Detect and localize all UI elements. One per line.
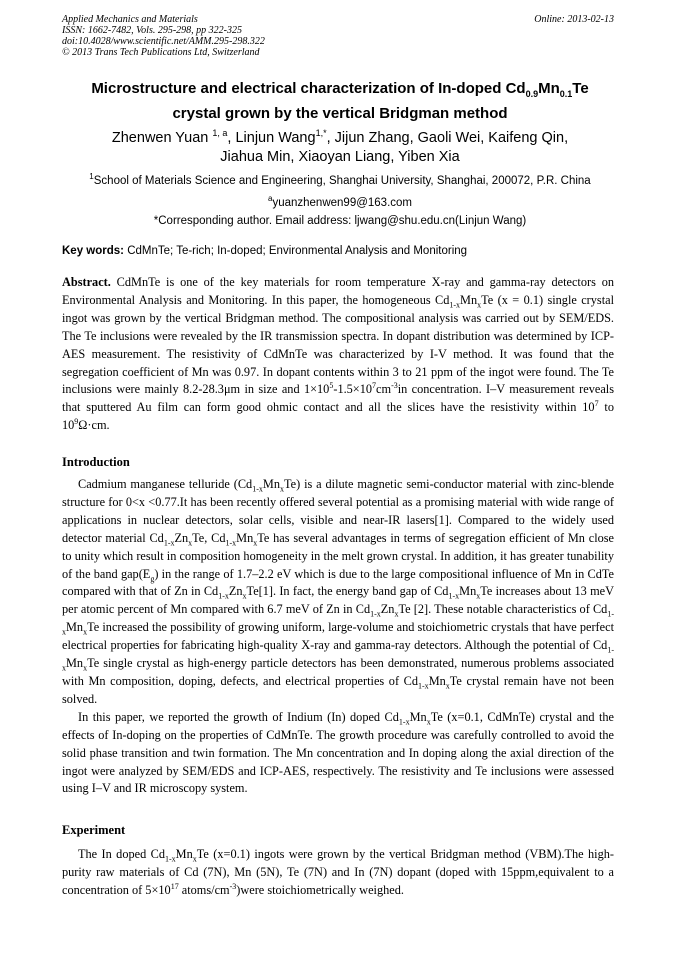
body-text: Mn <box>459 584 477 599</box>
introduction-section <box>62 476 614 798</box>
body-text: Te (x=0.1) ingots were grown by the vertical Bridgman method (VBM).The high-purity raw materials of Cd (7N), Mn (5N), Te (7N) and In (7N) dopant (doped with 15ppm,equivalent to a concentration of 5×10 <box>62 847 614 897</box>
subscript: x <box>426 717 431 727</box>
body-text: Te[1]. In fact, the energy band gap of Cd <box>246 584 449 599</box>
body-text: Mn <box>236 530 254 545</box>
body-text: Te increased the possibility of growing uniform, large-volume and stoichiometric crystals that have perfect electrical properties for fabricating high-quality X-ray and gamma-ray detectors. Although the potential of Cd <box>62 620 614 653</box>
body-text: Te crystal remain have not been solved. <box>62 673 614 706</box>
subscript: 1-x <box>163 538 175 548</box>
body-text: Zn <box>380 602 395 617</box>
subscript: x <box>279 484 284 494</box>
abstract-text: Te (x = 0.1) single crystal ingot was grown by the vertical Bridgman method. The compositional analysis was carried out by SEM/EDS. The Te inclusions were revealed by the IR transmission spectra. In dopant distribution was determined by ICP-AES measurement. The resistivity of CdMnTe was characterized by I-V method. It was found that the segregation coefficient of Mn was 0.97. In dopant contents within 3 to 21 ppm of the ingot were found. The Te inclusions were mainly 8.2-28.3μm in size and 1×10 <box>62 292 614 397</box>
superscript: 17 <box>170 881 179 891</box>
subscript: x <box>242 591 247 601</box>
subscript: 1-x <box>62 645 614 673</box>
affiliation-school <box>62 168 618 190</box>
body-text: Mn <box>262 477 280 491</box>
author-affiliation-mark: 1,* <box>315 128 327 138</box>
affiliation-mark: 1 <box>89 172 94 181</box>
abstract-label: Abstract. <box>62 275 111 289</box>
email-mark: a <box>268 193 273 203</box>
abstract-text: -1.5×10 <box>333 382 373 397</box>
copyright-line: © 2013 Trans Tech Publications Ltd, Switzerland <box>62 47 260 58</box>
body-text: Mn <box>66 656 84 671</box>
subscript: x <box>192 854 197 864</box>
subscript: x <box>188 538 193 548</box>
affiliation-email <box>62 190 618 212</box>
keywords-label: Key words: <box>62 245 124 257</box>
abstract-text: Ω·cm. <box>78 418 110 433</box>
body-text: Te has several advantages in terms of segregation efficient of Mn close to unity which result in composition homogeneity in the melt grown crystal. In addition, it has greater tunability of the band gap(E <box>62 530 615 581</box>
body-text: Mn <box>66 620 84 635</box>
title-text: Mn <box>538 80 560 97</box>
superscript: -3 <box>229 881 237 891</box>
subscript: 1-x <box>62 609 615 637</box>
subscript: 1-x <box>448 591 460 601</box>
author-name: Zhenwen Yuan <box>111 129 213 146</box>
section-heading-introduction: Introduction <box>62 455 130 469</box>
subscript: x <box>83 663 88 673</box>
body-text: Te, Cd <box>192 530 226 545</box>
superscript: 7 <box>594 399 599 409</box>
body-text: Te [2]. These notable characteristics of Cd <box>398 602 608 617</box>
author-list <box>62 124 618 167</box>
journal-name: Applied Mechanics and Materials <box>62 14 198 25</box>
body-text: Cadmium manganese telluride (Cd <box>78 477 253 491</box>
body-text: The In doped Cd <box>78 847 165 861</box>
abstract-text: cm <box>376 382 392 397</box>
keywords <box>62 243 618 259</box>
subscript: 1-x <box>218 591 229 601</box>
body-text: Te increases about 13 meV per atomic percent of Mn compared with 6.7 meV of Zn in Cd <box>62 584 614 617</box>
subscript: 1-x <box>165 854 176 864</box>
superscript: -3 <box>391 381 398 391</box>
body-text: Zn <box>174 530 189 545</box>
title-text: Microstructure and electrical characterization of In-doped Cd <box>91 80 526 97</box>
author-name: , Linjun Wang <box>227 129 316 146</box>
body-text: Te) is a dilute magnetic semi-conductor material with zinc-blende structure for 0<x <0.77.It has been recently offered several potential as a promising material with wide range of applications in nuclear detectors, solar cells, visible and near-IR lasers[1]. Compared to the widely used detector material Cd <box>62 477 614 545</box>
experiment-paragraph <box>62 846 614 900</box>
body-text: Mn <box>428 673 446 688</box>
body-text: Te (x=0.1, CdMnTe) crystal and the effects of In-doping on the properties of CdMnTe. The growth procedure was carefully controlled to avoid the solid phase transition and twin formation. The Mn concentration and In doping along the axial direction of the ingot were analyzed by SEM/EDS and ICP-AES, respectively. The resistivity and Te inclusions were assessed using I–V and IR microscopy system. <box>62 709 614 796</box>
title-subscript: 0.9 <box>525 89 539 99</box>
subscript: x <box>253 538 258 548</box>
journal-header <box>62 14 618 58</box>
subscript: g <box>150 573 155 583</box>
affiliations <box>62 168 618 230</box>
subscript: 1-x <box>398 717 410 727</box>
subscript: 1-x <box>252 484 263 494</box>
online-date: Online: 2013-02-13 <box>534 14 614 25</box>
subscript: x <box>477 300 482 310</box>
title-line-2: crystal grown by the vertical Bridgman method <box>172 105 508 122</box>
body-text: Mn <box>409 709 427 724</box>
subscript: x <box>476 591 481 601</box>
subscript: x <box>445 681 450 691</box>
abstract-text: Mn <box>460 292 478 307</box>
abstract-text: in concentration. I–V measurement reveals that sputtered Au film can form good ohmic contact and all the slices have the resistivity within 10 <box>62 382 614 415</box>
body-text: Zn <box>228 584 243 599</box>
affiliation-text: School of Materials Science and Engineering, Shanghai University, Shanghai, 200072, P.R. China <box>93 174 591 187</box>
abstract-text: CdMnTe is one of the key materials for room temperature X-ray and gamma-ray detectors on Environmental Analysis and Monitoring. In this paper, the homogeneous Cd <box>62 275 614 307</box>
body-text: atoms/cm <box>178 882 230 897</box>
abstract-paragraph <box>62 274 614 435</box>
subscript: 1-x <box>449 300 461 310</box>
author-names: , Jijun Zhang, Gaoli Wei, Kaifeng Qin, <box>326 129 569 146</box>
body-text: ) in the range of 1.7–2.2 eV which is due to the large compositional influence of Mn in CdTe compared with that of Zn in Cd <box>62 566 614 599</box>
body-text: )were stoichiometrically weighed. <box>236 882 404 897</box>
author-names: Jiahua Min, Xiaoyan Liang, Yiben Xia <box>220 148 460 165</box>
superscript: 7 <box>372 381 377 391</box>
subscript: 1-x <box>370 609 381 619</box>
subscript: x <box>394 609 399 619</box>
superscript: 9 <box>74 417 79 427</box>
email-address: yuanzhenwen99@163.com <box>272 196 412 209</box>
author-affiliation-mark: 1, a <box>212 128 228 138</box>
corresponding-author: *Corresponding author. Email address: ljwang@shu.edu.cn(Linjun Wang) <box>153 214 527 227</box>
subscript: x <box>83 627 88 637</box>
body-text: In this paper, we reported the growth of Indium (In) doped Cd <box>78 709 399 724</box>
section-heading-experiment: Experiment <box>62 823 126 837</box>
title-text: Te <box>572 80 589 97</box>
introduction-paragraph <box>62 476 614 709</box>
abstract <box>62 274 614 435</box>
title-subscript: 0.1 <box>559 89 573 99</box>
experiment-section <box>62 846 614 900</box>
introduction-paragraph <box>62 709 614 799</box>
body-text: Mn <box>175 847 193 861</box>
superscript: 5 <box>329 381 334 391</box>
subscript: 1-x <box>418 681 429 691</box>
keywords-text: CdMnTe; Te-rich; In-doped; Environmental Analysis and Monitoring <box>124 245 468 257</box>
body-text: Te single crystal as high-energy particle detectors has been demonstrated, numerous problems associated with Mn composition, doping, defects, and electrical properties of Cd <box>62 656 614 688</box>
doi-line: doi:10.4028/www.scientific.net/AMM.295-298.322 <box>62 36 265 47</box>
abstract-text: to 10 <box>62 400 614 433</box>
paper-title <box>62 79 618 123</box>
subscript: 1-x <box>225 538 237 548</box>
issn-line: ISSN: 1662-7482, Vols. 295-298, pp 322-325 <box>62 25 242 36</box>
